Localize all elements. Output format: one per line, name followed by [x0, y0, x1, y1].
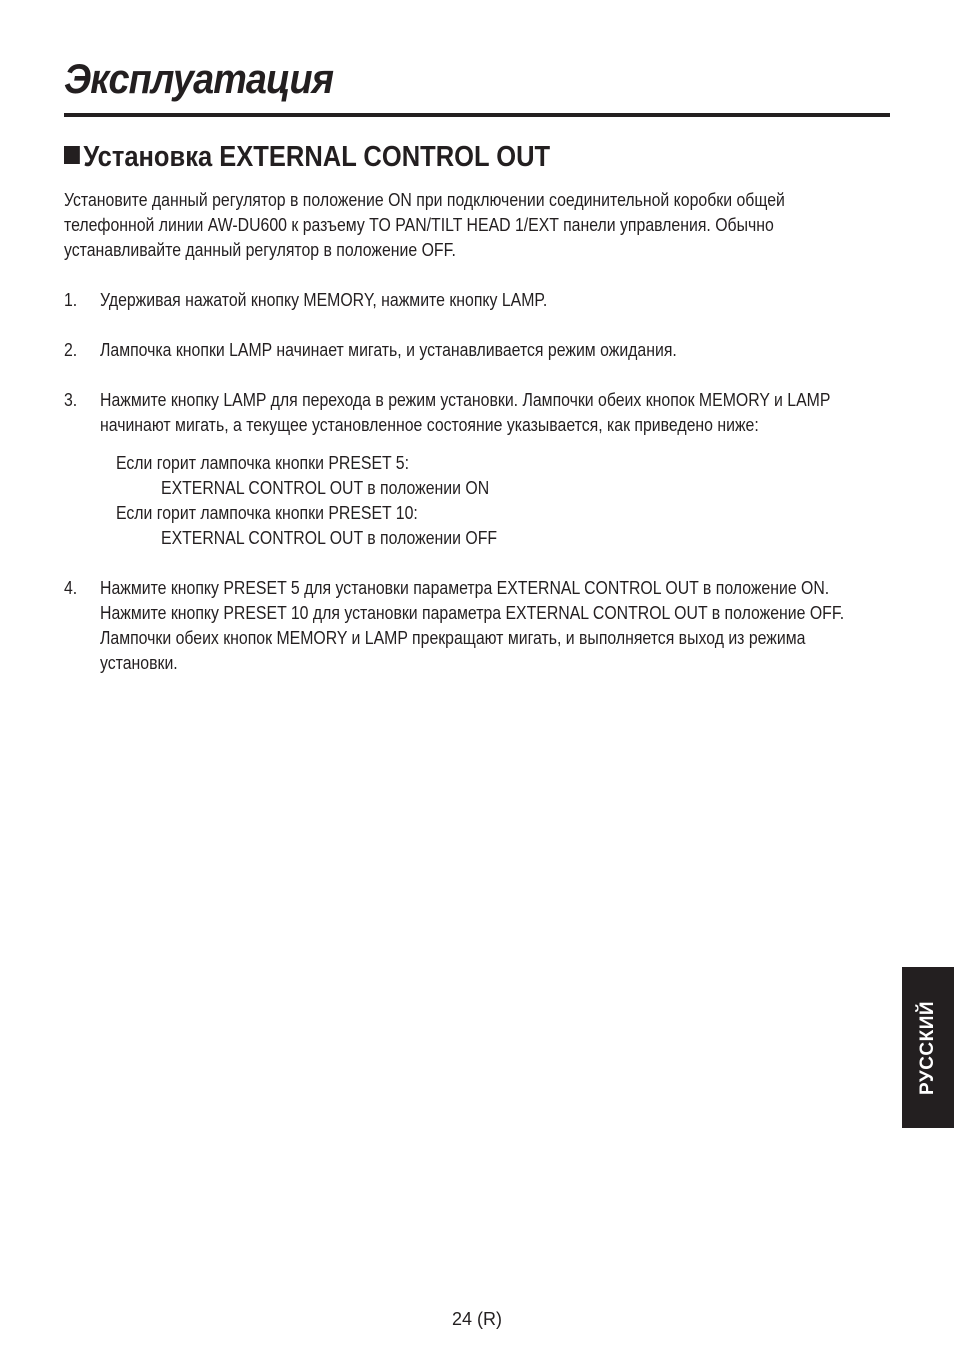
- preset10-result: EXTERNAL CONTROL OUT в положении OFF: [161, 528, 498, 548]
- step-line: Удерживая нажатой кнопку MEMORY, нажмите кнопку LAMP.: [100, 290, 548, 310]
- intro-line: устанавливайте данный регулятор в положение OFF.: [64, 240, 456, 260]
- step-line: Лампочки обеих кнопок MEMORY и LAMP прекращают мигать, и выполняется выход из режима: [100, 628, 806, 648]
- step-line: Нажмите кнопку PRESET 10 для установки параметра EXTERNAL CONTROL OUT в положение OFF.: [100, 603, 845, 623]
- step-number: 2.: [64, 340, 78, 360]
- step-line: начинают мигать, а текущее установленное состояние указывается, как приведено ниже:: [100, 415, 759, 435]
- preset5-condition: Если горит лампочка кнопки PRESET 5:: [116, 453, 410, 473]
- intro-line: Установите данный регулятор в положение ON при подключении соединительной коробки общей: [64, 190, 785, 210]
- step-line: Нажмите кнопку PRESET 5 для установки параметра EXTERNAL CONTROL OUT в положение ON.: [100, 578, 830, 598]
- section-heading-text: Установка EXTERNAL CONTROL OUT: [83, 141, 551, 173]
- page-number: 24 (R): [451, 1309, 502, 1329]
- step-line: Нажмите кнопку LAMP для перехода в режим установки. Лампочки обеих кнопок MEMORY и LAMP: [100, 390, 831, 410]
- preset5-result: EXTERNAL CONTROL OUT в положении ON: [161, 478, 490, 498]
- step-number: 3.: [64, 390, 78, 410]
- page-title: Эксплуатация: [64, 55, 334, 102]
- step-number: 4.: [64, 578, 78, 598]
- intro-paragraph: [64, 188, 883, 263]
- section-heading: [64, 140, 550, 175]
- square-bullet-icon: [64, 146, 80, 164]
- intro-line: телефонной линии AW-DU600 к разъему TO PAN/TILT HEAD 1/EXT панели управления. Обычно: [64, 215, 774, 235]
- title-rule: [64, 113, 890, 117]
- step-number: 1.: [64, 290, 78, 310]
- language-tab-label: РУССКИЙ: [917, 1000, 938, 1095]
- step-line: Лампочка кнопки LAMP начинает мигать, и устанавливается режим ожидания.: [100, 340, 677, 360]
- preset10-condition: Если горит лампочка кнопки PRESET 10:: [116, 503, 418, 523]
- step-line: установки.: [100, 653, 178, 673]
- language-tab: [902, 967, 954, 1128]
